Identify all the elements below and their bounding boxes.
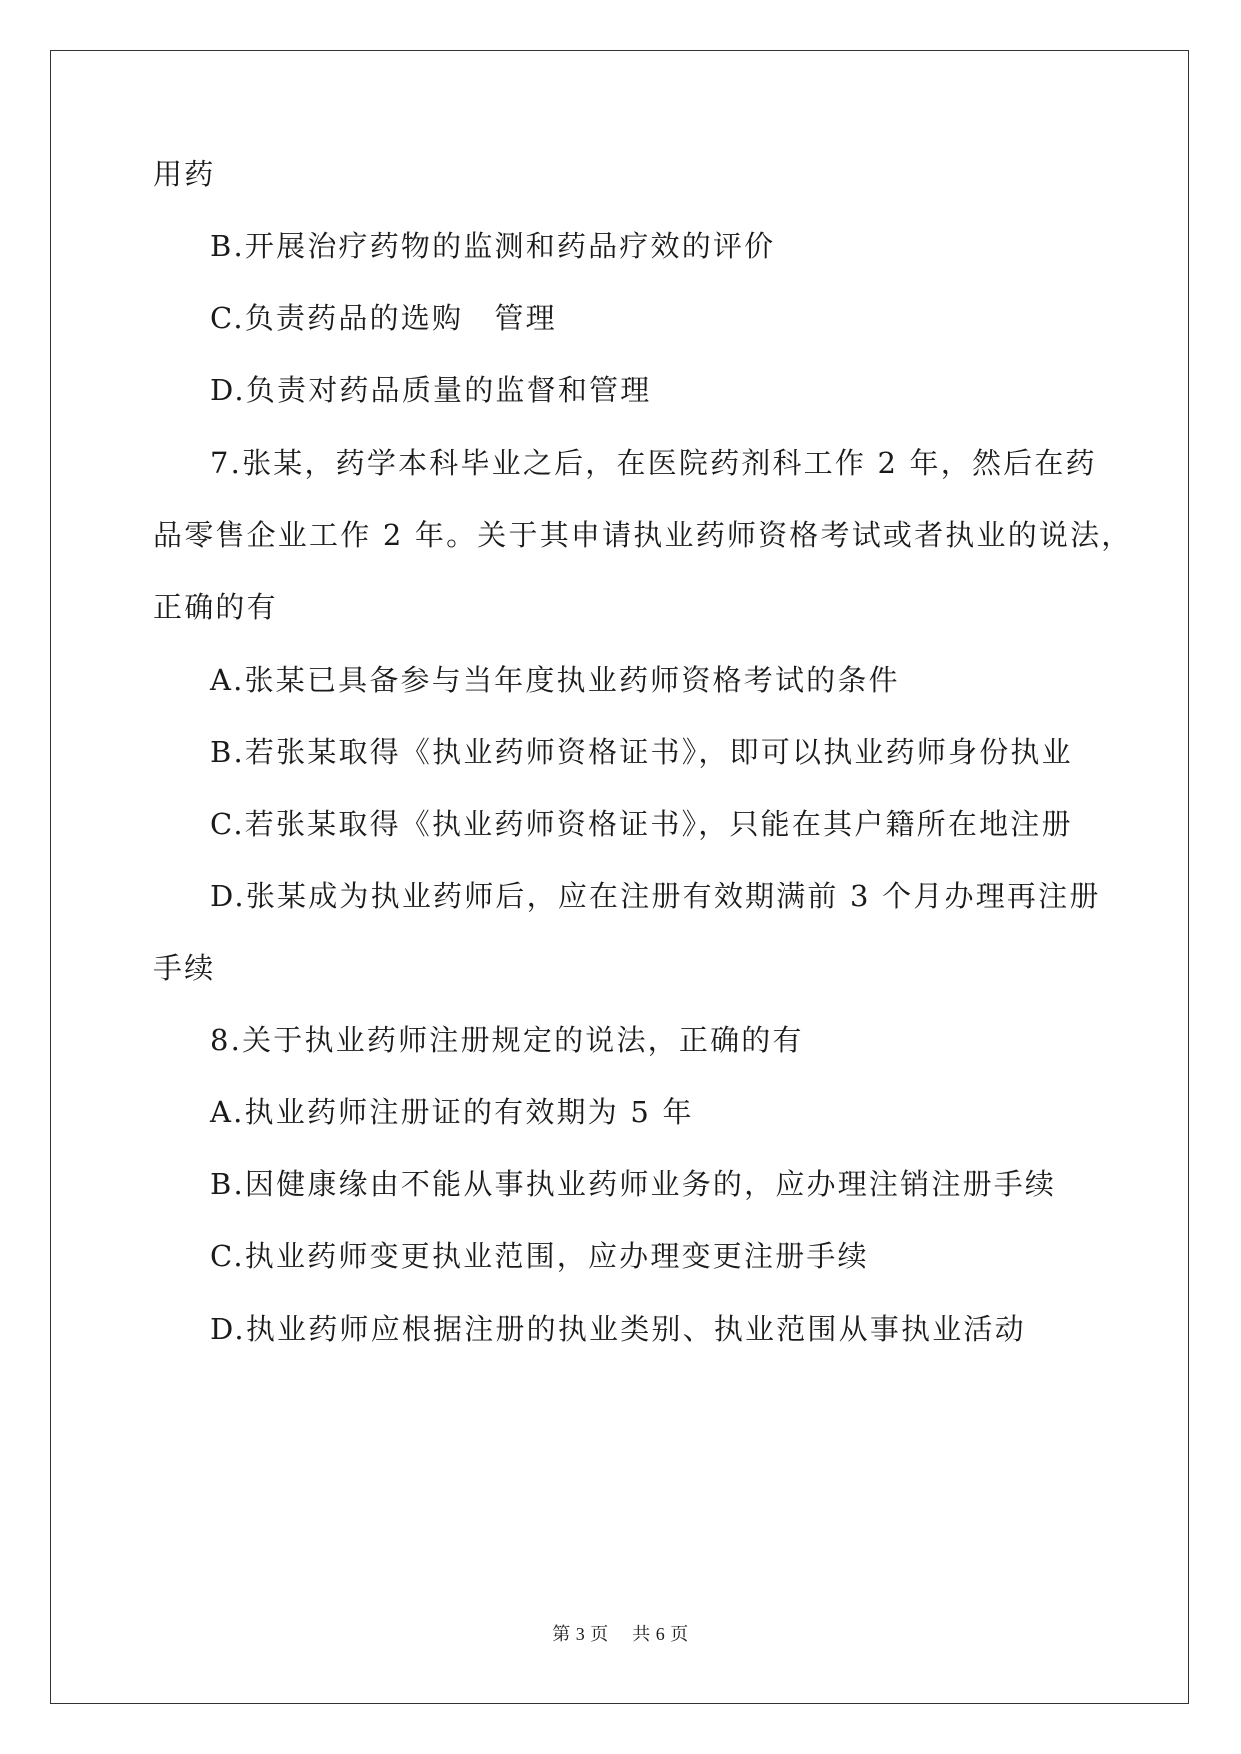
question-7-option-d-cont: 手续 bbox=[153, 951, 216, 985]
text-line: C.负责药品的选购 管理 bbox=[210, 301, 557, 335]
text-line: B.开展治疗药物的监测和药品疗效的评价 bbox=[210, 229, 776, 263]
question-8-option-b: B.因健康缘由不能从事执业药师业务的，应办理注销注册手续 bbox=[210, 1167, 1057, 1201]
text-line: 用药 bbox=[153, 157, 216, 191]
question-7-option-a: A.张某已具备参与当年度执业药师资格考试的条件 bbox=[210, 663, 900, 697]
question-8-option-a: A.执业药师注册证的有效期为 5 年 bbox=[210, 1095, 694, 1129]
question-7-option-c: C.若张某取得《执业药师资格证书》，只能在其户籍所在地注册 bbox=[210, 807, 1073, 841]
question-7-stem-cont: 品零售企业工作 2 年。关于其申请执业药师资格考试或者执业的说法， bbox=[153, 518, 1133, 552]
page-number-footer: 第 3 页 共 6 页 bbox=[552, 1624, 689, 1644]
question-7-stem: 7.张某，药学本科毕业之后，在医院药剂科工作 2 年，然后在药 bbox=[210, 446, 1097, 480]
question-8-option-d: D.执业药师应根据注册的执业类别、执业范围从事执业活动 bbox=[210, 1312, 1026, 1346]
question-7-option-d: D.张某成为执业药师后，应在注册有效期满前 3 个月办理再注册 bbox=[210, 879, 1101, 913]
question-8-option-c: C.执业药师变更执业范围，应办理变更注册手续 bbox=[210, 1239, 869, 1273]
question-7-option-b: B.若张某取得《执业药师资格证书》，即可以执业药师身份执业 bbox=[210, 735, 1073, 769]
text-line: D.负责对药品质量的监督和管理 bbox=[210, 373, 652, 407]
question-8-stem: 8.关于执业药师注册规定的说法，正确的有 bbox=[210, 1023, 804, 1057]
question-7-stem-cont: 正确的有 bbox=[153, 590, 278, 624]
